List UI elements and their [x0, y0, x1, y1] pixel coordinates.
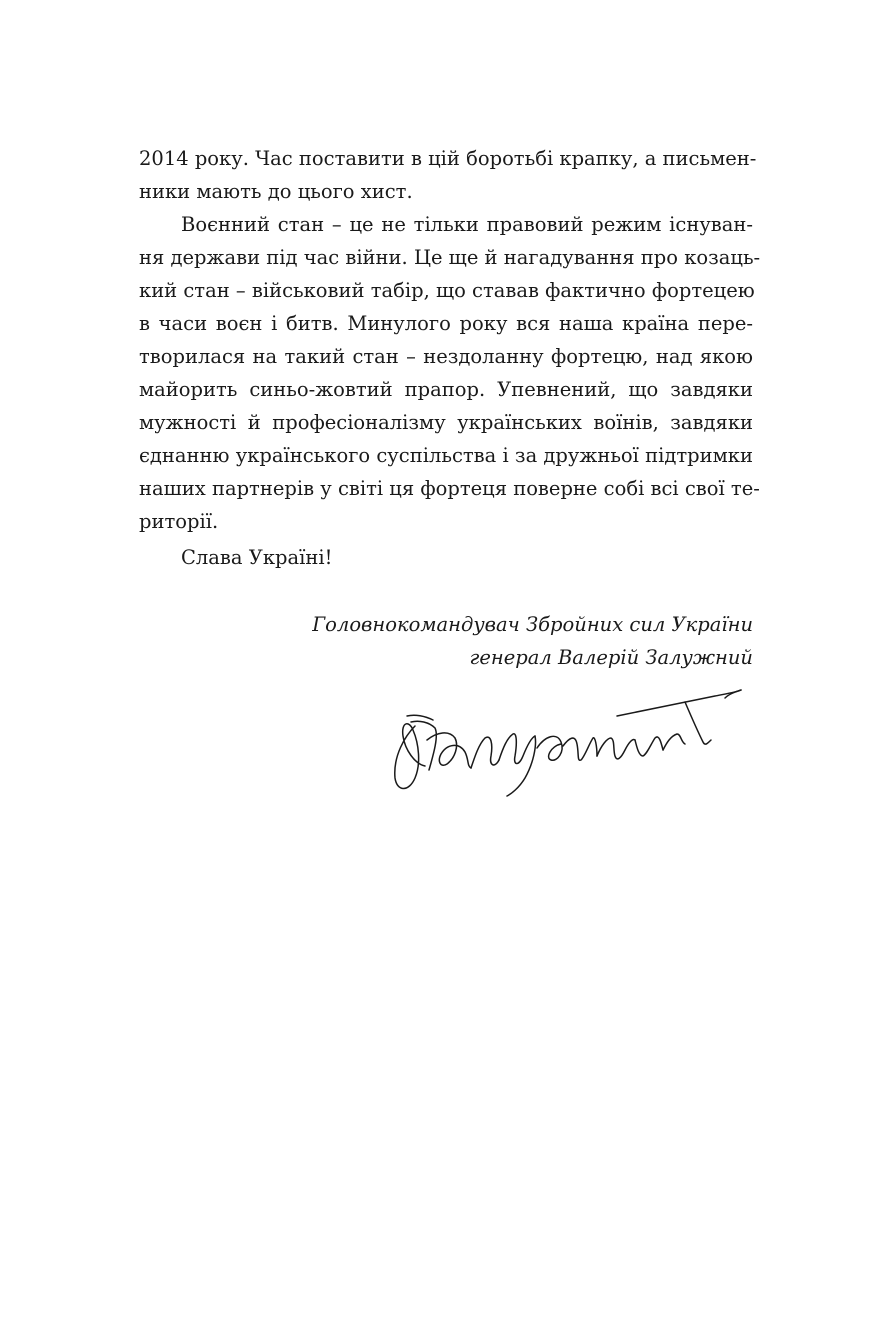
- signatory-title: Головнокомандувач Збройних сил України: [312, 613, 753, 636]
- body-text-line: риторії.: [139, 510, 219, 533]
- body-text-line: мужності й професіоналізму українських воїнів, завдяки: [139, 411, 753, 434]
- body-text-line: 2014 року. Час поставити в цій боротьбі крапку, а письмен-: [139, 147, 757, 170]
- body-text-line: єднанню українського суспільства і за дружньої підтримки: [139, 444, 753, 467]
- handwritten-signature: [385, 686, 745, 798]
- body-text-line: в часи воєн і битв. Минулого року вся наша країна пере-: [139, 312, 753, 335]
- body-text-line: ня держави під час війни. Це ще й нагадування про козаць-: [139, 246, 761, 269]
- body-text-line: кий стан – військовий табір, що ставав фактично фортецею: [139, 279, 755, 302]
- body-text-line: ники мають до цього хист.: [139, 180, 413, 203]
- closing-salutation: Слава Україні!: [181, 546, 333, 569]
- body-text-line: Воєнний стан – це не тільки правовий режим існуван-: [181, 213, 753, 236]
- body-text-line: творилася на такий стан – нездоланну фортецю, над якою: [139, 345, 753, 368]
- body-text-line: майорить синьо-жовтий прапор. Упевнений, що завдяки: [139, 378, 753, 401]
- signatory-name: генерал Валерій Залужний: [469, 646, 753, 669]
- body-text-line: наших партнерів у світі ця фортеця поверне собі всі свої те-: [139, 477, 760, 500]
